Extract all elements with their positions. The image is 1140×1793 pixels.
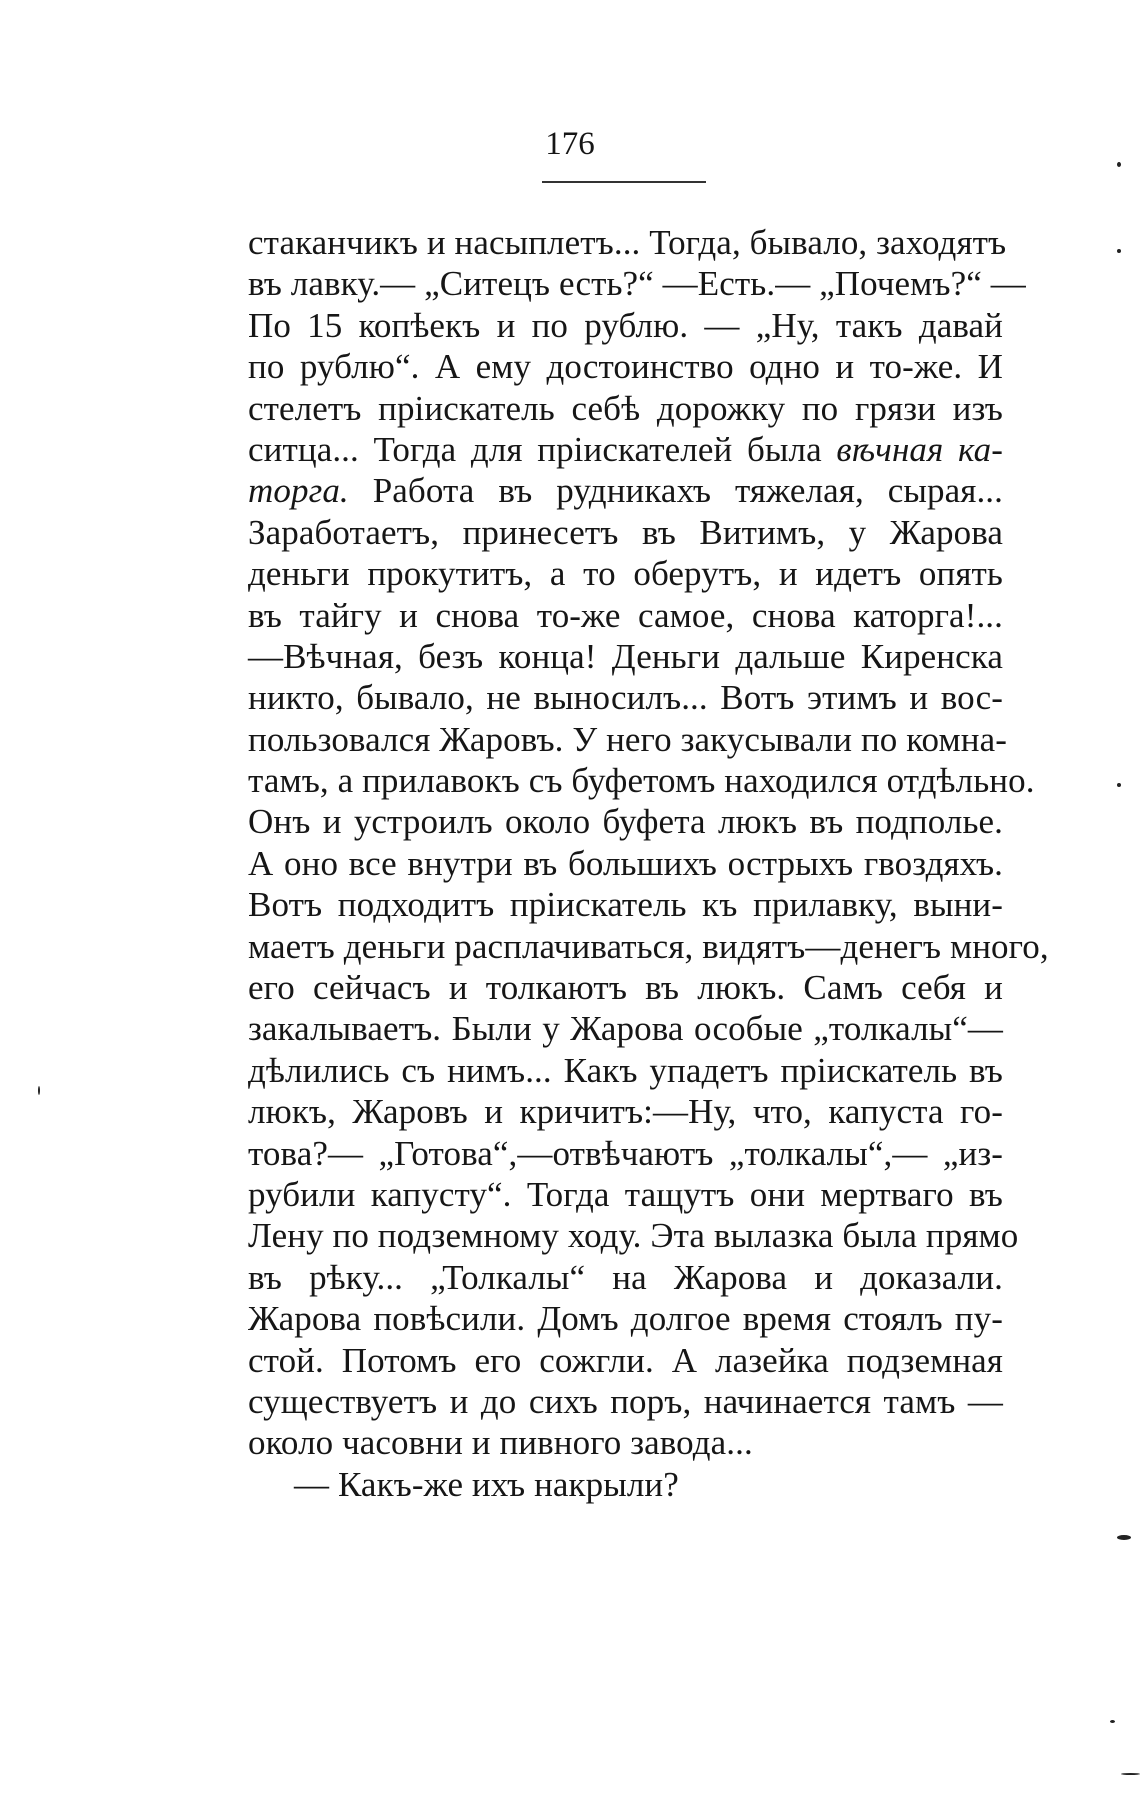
text-line [248, 1215, 1019, 1256]
line-text: —Вѣчная, безъ конца! Деньги дальше Киренска [248, 636, 1003, 676]
line-text: — Какъ-же ихъ накрыли? [294, 1464, 679, 1504]
text-line [248, 512, 1003, 553]
line-text: закалываетъ. Были у Жарова особые „толкалы“— [248, 1009, 1003, 1049]
line-text: рубили капусту“. Тогда тащутъ они мертваго въ [248, 1174, 1003, 1214]
margin-speck [1110, 1720, 1115, 1723]
text-line [248, 595, 1003, 636]
line-text: стелетъ пріискатель себѣ дорожку по грязи изъ [248, 388, 1003, 428]
text-line [248, 760, 1035, 801]
body-text [248, 222, 1049, 1505]
line-text: его сейчасъ и толкаютъ въ люкъ. Самъ себя и [248, 968, 1003, 1008]
margin-speck [1117, 1535, 1131, 1540]
line-text: существуетъ и до сихъ поръ, начинается тамъ — [248, 1381, 1003, 1421]
line-text: А оно все внутри въ большихъ острыхъ гвоздяхъ. [248, 843, 1003, 883]
text-line [248, 1174, 1003, 1215]
line-text: Вотъ подходитъ пріискатель къ прилавку, выни- [248, 885, 1003, 925]
line-text: въ лавку.— „Ситецъ есть?“ —Есть.— „Почемъ?“ — [248, 264, 1026, 304]
margin-speck [38, 1086, 40, 1095]
line-text: Лену по подземному ходу. Эта вылазка была прямо [248, 1216, 1019, 1256]
text-line [248, 346, 1003, 387]
line-text: въ рѣку... „Толкалы“ на Жарова и доказали. [248, 1257, 1003, 1297]
margin-speck [1117, 162, 1121, 167]
line-text: по рублю“. А ему достоинство одно и то-же. И [248, 347, 1003, 387]
text-line [248, 1298, 1003, 1339]
text-line [248, 884, 1003, 925]
text-line [248, 1008, 1003, 1049]
text-line [248, 1464, 1003, 1505]
line-text: пользовался Жаровъ. У него закусывали по комна- [248, 719, 1007, 759]
text-line [248, 843, 1003, 884]
text-line [248, 719, 1007, 760]
line-text: ситца... Тогда для пріискателей была [248, 429, 837, 469]
text-line [248, 1133, 1003, 1174]
text-line [248, 388, 1003, 429]
italic-text: вѣчная ка- [836, 429, 1003, 469]
line-text: Работа въ рудникахъ тяжелая, сырая... [348, 471, 1003, 511]
line-text: Жарова повѣсили. Домъ долгое время стоялъ пу- [248, 1299, 1003, 1339]
line-text: люкъ, Жаровъ и кричитъ:—Ну, что, капуста го- [248, 1092, 1003, 1132]
line-text: Онъ и устроилъ около буфета люкъ въ подполье. [248, 802, 1003, 842]
text-line [248, 636, 1003, 677]
line-text: стой. Потомъ его сожгли. А лазейка подземная [248, 1340, 1003, 1380]
line-text: никто, бывало, не выносилъ... Вотъ этимъ и вос- [248, 678, 1003, 718]
line-text: По 15 копѣекъ и по рублю. — „Ну, такъ давай [248, 305, 1003, 345]
page-number: 176 [545, 126, 595, 162]
text-line [248, 1050, 1003, 1091]
line-text: въ тайгу и снова то-же самое, снова каторга!... [248, 595, 1003, 635]
line-text: маетъ деньги расплачиваться, видятъ—денегъ много, [248, 926, 1049, 966]
text-line [248, 926, 1049, 967]
text-line [248, 553, 1003, 594]
text-line [248, 1340, 1003, 1381]
margin-speck [1117, 783, 1121, 787]
text-line [248, 470, 1003, 511]
text-line [248, 677, 1003, 718]
text-line [248, 967, 1003, 1008]
line-text: деньги прокутитъ, а то оберутъ, и идетъ опять [248, 554, 1003, 594]
text-line [248, 263, 1026, 304]
page-number-rule [542, 181, 706, 183]
text-line [248, 1381, 1003, 1422]
margin-speck [1121, 1773, 1140, 1775]
line-text: стаканчикъ и насыплетъ... Тогда, бывало, заходятъ [248, 223, 1007, 262]
text-line [248, 222, 1007, 263]
text-line [248, 429, 1003, 470]
italic-text: торга. [248, 471, 349, 511]
text-line [248, 1257, 1003, 1298]
text-line [248, 1422, 1003, 1463]
line-text: това?— „Готова“,—отвѣчаютъ „толкалы“,— „из- [248, 1133, 1003, 1173]
text-line [248, 1091, 1003, 1132]
line-text: около часовни и пивного завода... [248, 1423, 753, 1463]
text-line [248, 801, 1003, 842]
margin-speck [1117, 249, 1121, 253]
text-line [248, 305, 1003, 346]
line-text: дѣлились съ нимъ... Какъ упадетъ пріискатель въ [248, 1050, 1003, 1090]
line-text: тамъ, а прилавокъ съ буфетомъ находился отдѣльно. [248, 761, 1035, 801]
line-text: Заработаетъ, принесетъ въ Витимъ, у Жарова [248, 512, 1003, 552]
